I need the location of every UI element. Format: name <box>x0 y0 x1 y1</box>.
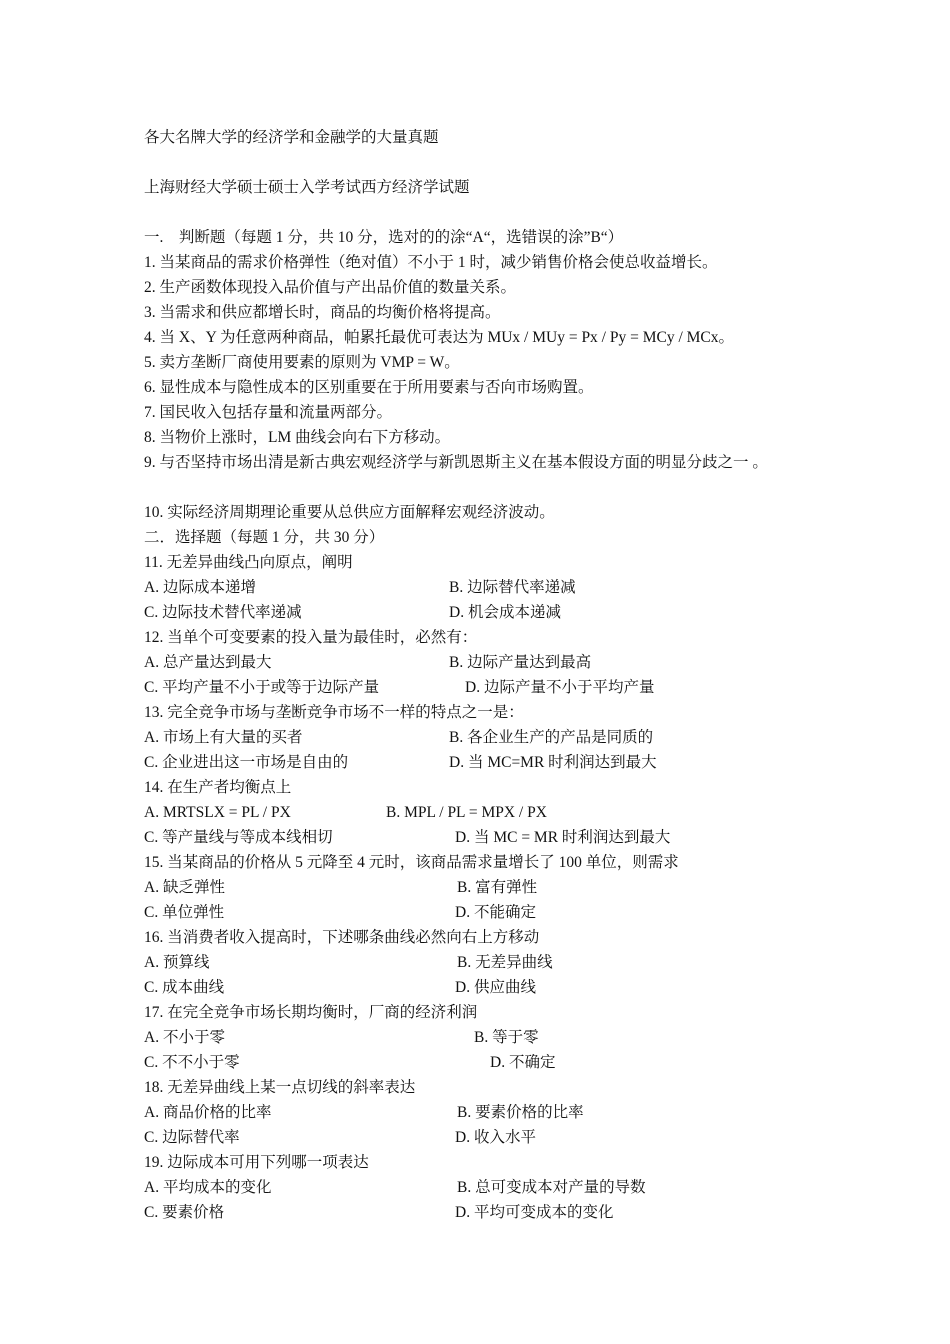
tf-item: 9. 与否坚持市场出清是新古典宏观经济学与新凯恩斯主义在基本假设方面的明显分歧之一 。 <box>144 454 768 471</box>
document-heading: 各大名牌大学的经济学和金融学的大量真题 <box>144 129 439 146</box>
option-b: B. 总可变成本对产量的导数 <box>457 1179 646 1196</box>
question-stem: 15. 当某商品的价格从 5 元降至 4 元时，该商品需求量增长了 100 单位，则需求 <box>144 854 679 871</box>
option-b: B. 边际产量达到最高 <box>449 654 592 671</box>
option-b: B. 要素价格的比率 <box>457 1104 584 1121</box>
option-b: B. 无差异曲线 <box>457 954 553 971</box>
section-2-title: 二．选择题（每题 1 分，共 30 分） <box>144 529 385 546</box>
option-c: C. 企业进出这一市场是自由的 <box>144 754 349 771</box>
option-d: D. 不能确定 <box>455 904 536 921</box>
option-a: A. 预算线 <box>144 954 210 971</box>
option-c: C. 不不小于零 <box>144 1054 240 1071</box>
tf-item: 1. 当某商品的需求价格弹性（绝对值）不小于 1 时，减少销售价格会使总收益增长。 <box>144 254 718 271</box>
question-stem: 16. 当消费者收入提高时，下述哪条曲线必然向右上方移动 <box>144 929 540 946</box>
tf-item: 2. 生产函数体现投入品价值与产出品价值的数量关系。 <box>144 279 517 296</box>
option-a: A. 缺乏弹性 <box>144 879 225 896</box>
question-stem: 19. 边际成本可用下列哪一项表达 <box>144 1154 369 1171</box>
section-1-title: 一. 判断题（每题 1 分，共 10 分，选对的的涂“A“，选错误的涂”B“） <box>144 229 624 246</box>
option-d: D. 当 MC=MR 时利润达到最大 <box>449 754 657 771</box>
option-c: C. 成本曲线 <box>144 979 225 996</box>
option-b: B. 富有弹性 <box>457 879 538 896</box>
option-d: D. 边际产量不小于平均产量 <box>465 679 655 696</box>
option-b: B. 等于零 <box>474 1029 539 1046</box>
option-d: D. 平均可变成本的变化 <box>455 1204 614 1221</box>
tf-item: 5. 卖方垄断厂商使用要素的原则为 VMP = W。 <box>144 354 460 371</box>
question-stem: 18. 无差异曲线上某一点切线的斜率表达 <box>144 1079 416 1096</box>
option-c: C. 边际技术替代率递减 <box>144 604 302 621</box>
option-a: A. 市场上有大量的买者 <box>144 729 303 746</box>
option-d: D. 收入水平 <box>455 1129 536 1146</box>
option-a: A. 平均成本的变化 <box>144 1179 272 1196</box>
option-a: A. 商品价格的比率 <box>144 1104 272 1121</box>
option-a: A. 总产量达到最大 <box>144 654 272 671</box>
tf-item: 8. 当物价上涨时，LM 曲线会向右下方移动。 <box>144 429 451 446</box>
option-d: D. 不确定 <box>490 1054 556 1071</box>
question-stem: 17. 在完全竞争市场长期均衡时，厂商的经济利润 <box>144 1004 478 1021</box>
option-d: D. 机会成本递减 <box>449 604 561 621</box>
option-d: D. 当 MC = MR 时利润达到最大 <box>455 829 671 846</box>
option-c: C. 边际替代率 <box>144 1129 240 1146</box>
tf-item: 10. 实际经济周期理论重要从总供应方面解释宏观经济波动。 <box>144 504 555 521</box>
option-a: A. MRTSLX = PL / PX <box>144 804 291 821</box>
option-b: B. MPL / PL = MPX / PX <box>386 804 547 821</box>
question-stem: 12. 当单个可变要素的投入量为最佳时，必然有： <box>144 629 478 646</box>
question-stem: 13. 完全竞争市场与垄断竞争市场不一样的特点之一是： <box>144 704 524 721</box>
option-c: C. 单位弹性 <box>144 904 225 921</box>
question-stem: 11. 无差异曲线凸向原点，阐明 <box>144 554 353 571</box>
option-d: D. 供应曲线 <box>455 979 536 996</box>
tf-item: 7. 国民收入包括存量和流量两部分。 <box>144 404 393 421</box>
question-stem: 14. 在生产者均衡点上 <box>144 779 292 796</box>
option-c: C. 等产量线与等成本线相切 <box>144 829 333 846</box>
tf-item: 6. 显性成本与隐性成本的区别重要在于所用要素与否向市场购置。 <box>144 379 594 396</box>
option-c: C. 要素价格 <box>144 1204 225 1221</box>
option-b: B. 边际替代率递减 <box>449 579 576 596</box>
tf-item: 3. 当需求和供应都增长时，商品的均衡价格将提高。 <box>144 304 501 321</box>
option-b: B. 各企业生产的产品是同质的 <box>449 729 654 746</box>
option-a: A. 不小于零 <box>144 1029 225 1046</box>
tf-item: 4. 当 X、Y 为任意两种商品，帕累托最优可表达为 MUx / MUy = Px / Py = MCy / MCx。 <box>144 329 735 346</box>
option-c: C. 平均产量不小于或等于边际产量 <box>144 679 380 696</box>
exam-title: 上海财经大学硕士硕士入学考试西方经济学试题 <box>144 179 470 196</box>
option-a: A. 边际成本递增 <box>144 579 256 596</box>
